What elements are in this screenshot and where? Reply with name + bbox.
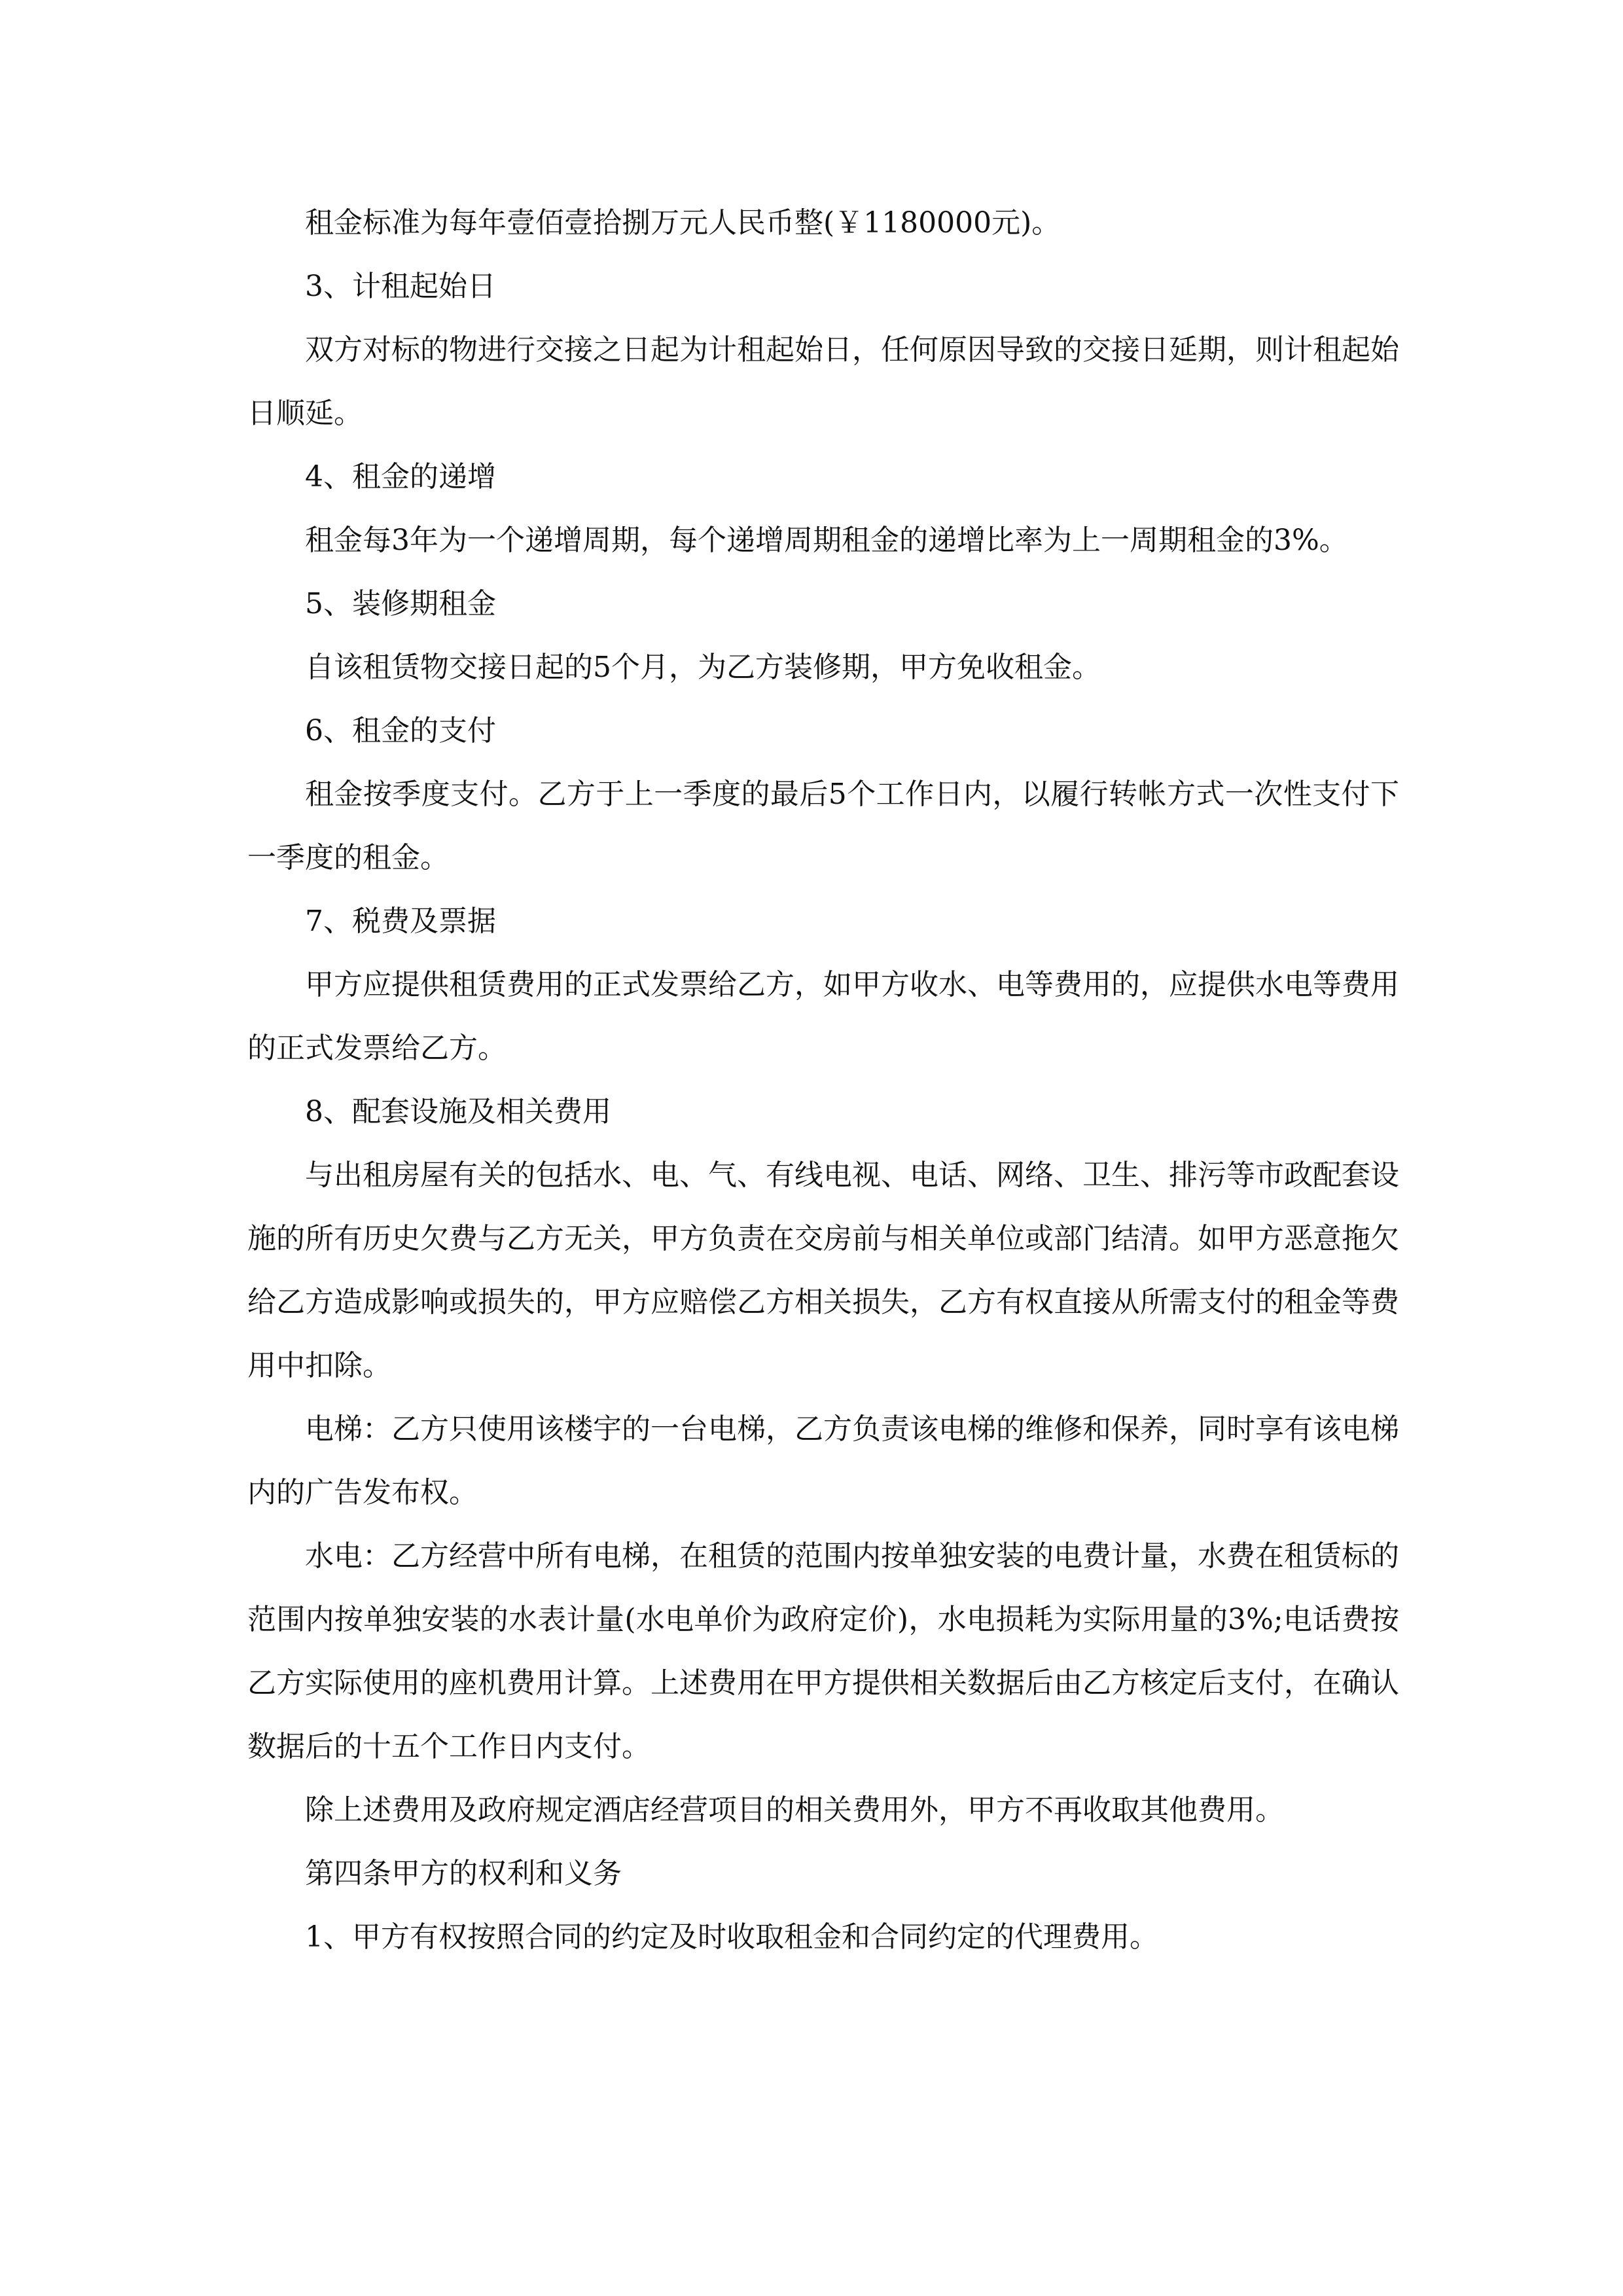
rent-payment-paragraph: 租金按季度支付。乙方于上一季度的最后5个工作日内，以履行转帐方式一次性支付下一季度的租金。 [247, 778, 1399, 874]
section-heading-taxes-invoices: 7、税费及票据 [305, 905, 496, 938]
elevator-paragraph: 电梯：乙方只使用该楼宇的一台电梯，乙方负责该电梯的维修和保养，同时享有该电梯内的广告发布权。 [247, 1412, 1399, 1509]
rent-increase-paragraph: 租金每3年为一个递增周期，每个递增周期租金的递增比率为上一周期租金的3%。 [305, 524, 1348, 557]
other-fees-paragraph: 除上述费用及政府规定酒店经营项目的相关费用外，甲方不再收取其他费用。 [305, 1793, 1284, 1827]
document-body [247, 191, 1399, 1969]
facilities-fees-paragraph: 与出租房屋有关的包括水、电、气、有线电视、电话、网络、卫生、排污等市政配套设施的所有历史欠费与乙方无关，甲方负责在交房前与相关单位或部门结清。如甲方恶意拖欠给乙方造成影响或损失的，甲方应赔偿乙方相关损失，乙方有权直接从所需支付的租金等费用中扣除。 [247, 1158, 1399, 1382]
rent-standard-paragraph: 租金标准为每年壹佰壹拾捌万元人民币整(￥1180000元)。 [305, 206, 1061, 240]
section-heading-rent-payment: 6、租金的支付 [305, 714, 496, 747]
section-heading-rent-increase: 4、租金的递增 [305, 460, 496, 493]
article-four-heading: 第四条甲方的权利和义务 [305, 1857, 622, 1890]
party-a-right-1-paragraph: 1、甲方有权按照合同的约定及时收取租金和合同约定的代理费用。 [305, 1920, 1158, 1954]
water-electricity-paragraph: 水电：乙方经营中所有电梯，在租赁的范围内按单独安装的电费计量，水费在租赁标的范围内按单独安装的水表计量(水电单价为政府定价)，水电损耗为实际用量的3%;电话费按乙方实际使用的座机费用计算。上述费用在甲方提供相关数据后由乙方核定后支付，在确认数据后的十五个工作日内支付。 [247, 1539, 1399, 1763]
section-heading-renovation-rent: 5、装修期租金 [305, 587, 496, 620]
taxes-invoices-paragraph: 甲方应提供租赁费用的正式发票给乙方，如甲方收水、电等费用的，应提供水电等费用的正式发票给乙方。 [247, 968, 1399, 1065]
rent-start-date-paragraph: 双方对标的物进行交接之日起为计租起始日，任何原因导致的交接日延期，则计租起始日顺延。 [247, 333, 1399, 430]
section-heading-rent-start-date: 3、计租起始日 [305, 270, 496, 303]
section-heading-facilities-fees: 8、配套设施及相关费用 [305, 1095, 611, 1128]
renovation-rent-paragraph: 自该租赁物交接日起的5个月，为乙方装修期，甲方免收租金。 [305, 651, 1101, 684]
